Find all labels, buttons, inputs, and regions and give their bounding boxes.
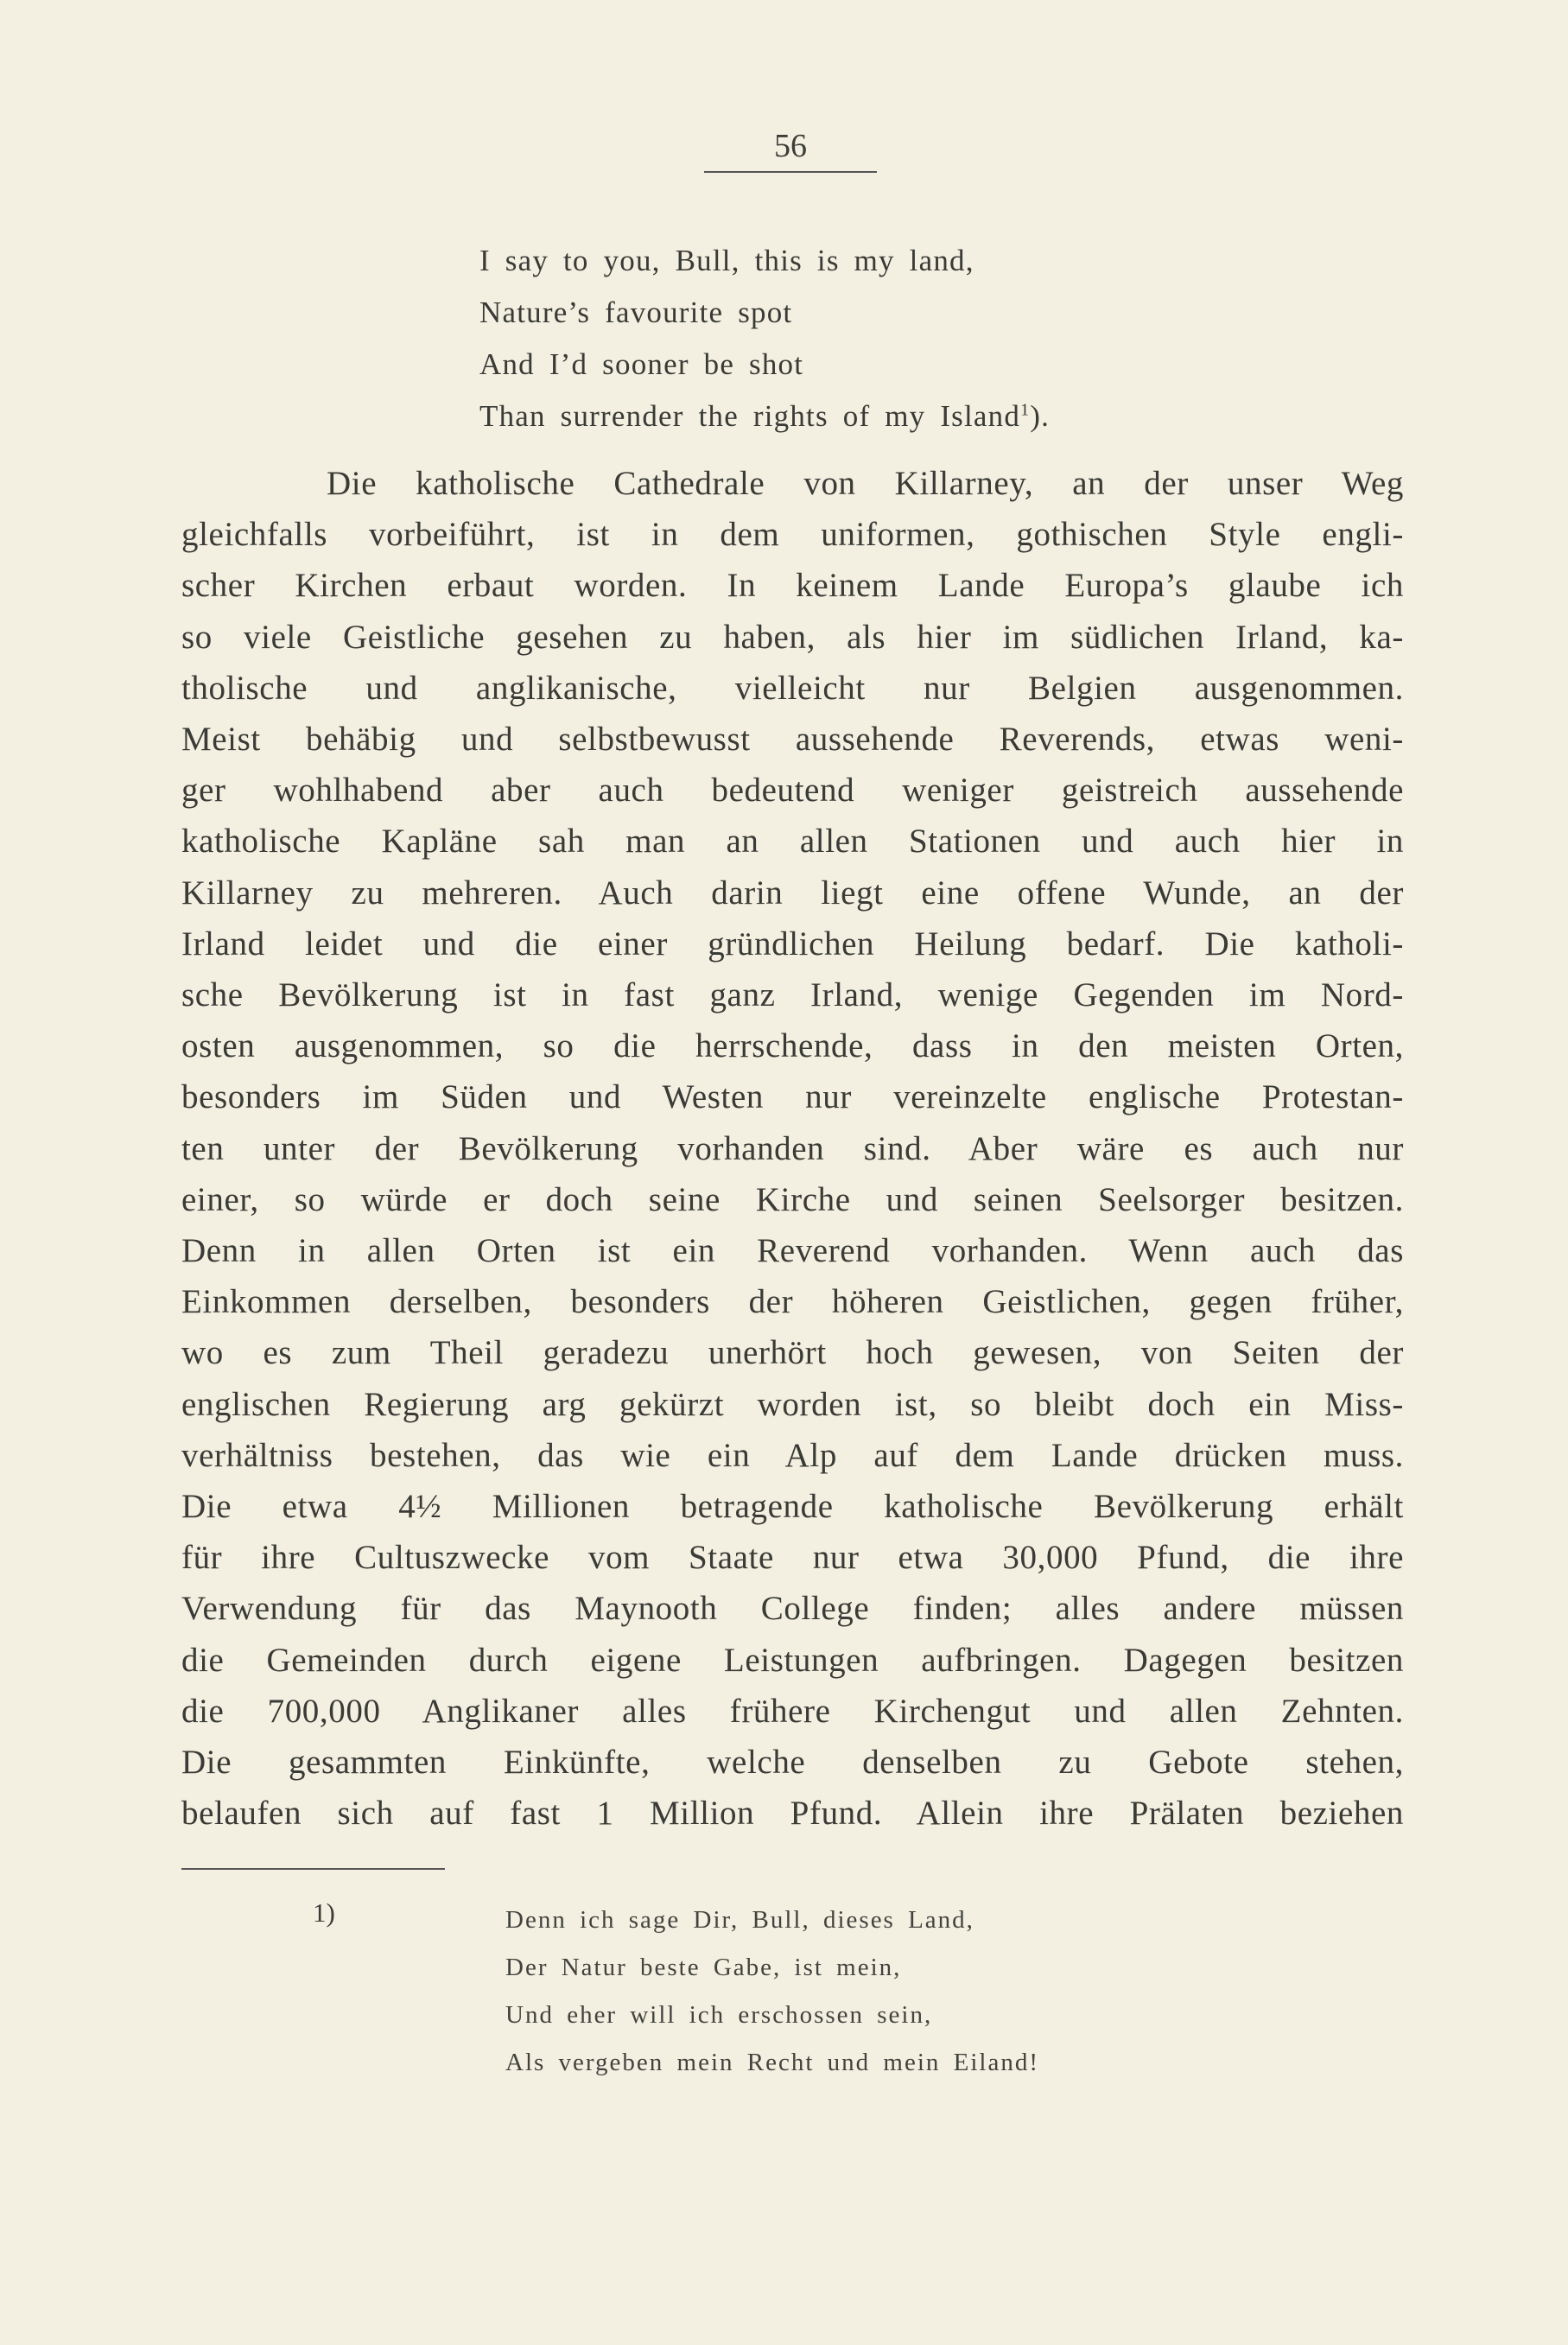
verse-line: And I’d sooner be shot — [479, 347, 804, 381]
footnote-line: Als vergeben mein Recht und mein Eiland! — [505, 2049, 1040, 2076]
text-line: Die gesammten Einkünfte, welche denselben zu Gebote stehen, — [181, 1744, 1404, 1782]
text-line: belaufen sich auf fast 1 Million Pfund. Allein ihre Prälaten beziehen — [181, 1795, 1404, 1833]
text-line: Irland leidet und die einer gründlichen Heilung bedarf. Die katholi- — [181, 925, 1404, 963]
text-line: verhältniss bestehen, das wie ein Alp auf dem Lande drücken muss. — [181, 1436, 1404, 1474]
text-line: Verwendung für das Maynooth College finden; alles andere müssen — [181, 1590, 1404, 1628]
verse-block — [479, 235, 1257, 442]
text-line: Einkommen derselben, besonders der höheren Geistlichen, gegen früher, — [181, 1283, 1404, 1321]
text-line: so viele Geistliche gesehen zu haben, als hier im südlichen Irland, ka- — [181, 618, 1404, 656]
footnote-line: Der Natur beste Gabe, ist mein, — [505, 1954, 902, 1981]
text-line: Killarney zu mehreren. Auch darin liegt eine offene Wunde, an der — [181, 874, 1404, 912]
verse-line-closing: ). — [1030, 399, 1051, 433]
verse-line-last — [479, 391, 1257, 442]
text-line: Die etwa 4½ Millionen betragende katholische Bevölkerung erhält — [181, 1488, 1404, 1526]
text-line: osten ausgenommen, so die herrschende, dass in den meisten Orten, — [181, 1027, 1404, 1065]
text-line: ger wohlhabend aber auch bedeutend weniger geistreich aussehende — [181, 772, 1404, 810]
text-line: für ihre Cultuszwecke vom Staate nur etwa 30,000 Pfund, die ihre — [181, 1539, 1404, 1577]
text-line: die 700,000 Anglikaner alles frühere Kirchengut und allen Zehnten. — [181, 1692, 1404, 1730]
verse-line: Nature’s favourite spot — [479, 296, 793, 329]
footnote-text — [505, 1897, 1197, 2087]
text-line: besonders im Süden und Westen nur vereinzelte englische Protestan- — [181, 1078, 1404, 1116]
text-line: wo es zum Theil geradezu unerhört hoch gewesen, von Seiten der — [181, 1334, 1404, 1372]
text-line: einer, so würde er doch seine Kirche und seinen Seelsorger besitzen. — [181, 1180, 1404, 1218]
text-line: tholische und anglikanische, vielleicht nur Belgien ausgenommen. — [181, 669, 1404, 707]
footnote-divider — [181, 1868, 445, 1870]
text-line: katholische Kapläne sah man an allen Stationen und auch hier in — [181, 823, 1404, 861]
body-paragraph — [181, 458, 1404, 1839]
text-line: gleichfalls vorbeiführt, ist in dem uniformen, gothischen Style engli- — [181, 516, 1404, 554]
text-line: Meist behäbig und selbstbewusst aussehende Reverends, etwas weni- — [181, 721, 1404, 759]
text-line: sche Bevölkerung ist in fast ganz Irland, wenige Gegenden im Nord- — [181, 976, 1404, 1014]
text-line: englischen Regierung arg gekürzt worden ist, so bleibt doch ein Miss- — [181, 1385, 1404, 1423]
verse-line: I say to you, Bull, this is my land, — [479, 244, 974, 277]
text-line: Die katholische Cathedrale von Killarney, an der unser Weg — [327, 465, 1404, 502]
text-line: ten unter der Bevölkerung vorhanden sind. Aber wäre es auch nur — [181, 1129, 1404, 1167]
verse-line-text: Than surrender the rights of my Island — [479, 399, 1021, 433]
text-line: die Gemeinden durch eigene Leistungen aufbringen. Dagegen besitzen — [181, 1641, 1404, 1679]
page-number: 56 — [704, 130, 877, 173]
text-line: scher Kirchen erbaut worden. In keinem Lande Europa’s glaube ich — [181, 567, 1404, 605]
footnote-line: Und eher will ich erschossen sein, — [505, 2001, 933, 2029]
footnote-reference: 1 — [1020, 400, 1031, 420]
footnote-marker: 1) — [313, 1897, 335, 1928]
footnote-line: Denn ich sage Dir, Bull, dieses Land, — [505, 1906, 974, 1934]
text-line: Denn in allen Orten ist ein Reverend vorhanden. Wenn auch das — [181, 1232, 1404, 1270]
